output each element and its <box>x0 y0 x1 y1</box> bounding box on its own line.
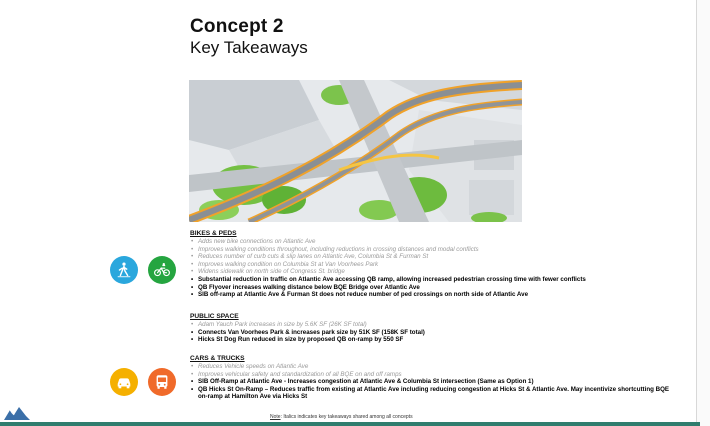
bicycle-icon <box>148 256 176 284</box>
list-item: • QB Hicks St On-Ramp – Reduces traffic from existing at Atlantic Ave including reducing congestion at Hicks St & Atlantic Ave. May incentivize shortcutting BQE on-ramp at Hamilton Ave via Hicks St <box>190 386 670 401</box>
agency-logo-icon <box>2 404 32 422</box>
list-item: • SIB Off-Ramp at Atlantic Ave - Increases congestion at Atlantic Ave & Columbia St intersection (Same as Option 1) <box>190 378 700 386</box>
list-item: • Reduces number of curb cuts & slip lanes on Atlantic Ave, Columbia St & Furman St <box>190 253 700 261</box>
section-bikes-peds <box>190 230 700 299</box>
list-item: • Connects Van Voorhees Park & increases park size by 51K SF (158K SF total) <box>190 329 700 337</box>
list-item: • Adds new bike connections on Atlantic Ave <box>190 238 700 246</box>
section-heading: CARS & TRUCKS <box>190 355 245 362</box>
aerial-rendering-drawing <box>189 80 522 222</box>
list-item: • QB Flyover increases walking distance below BQE Bridge over Atlantic Ave <box>190 284 700 292</box>
aerial-rendering-image <box>189 80 522 222</box>
section-public-space <box>190 313 700 344</box>
slide-subtitle: Key Takeaways <box>190 38 308 57</box>
list-item: • Substantial reduction in traffic on Atlantic Ave accessing QB ramp, allowing increased pedestrian crossing time with fewer conflicts <box>190 276 700 284</box>
list-item: • Reduces Vehicle speeds on Atlantic Ave <box>190 363 700 371</box>
takeaway-list <box>190 363 700 401</box>
list-item: • Widens sidewalk on north side of Congress St. bridge <box>190 268 700 276</box>
bicycle-glyph <box>153 261 171 279</box>
pedestrian-icon <box>110 256 138 284</box>
car-icon <box>110 368 138 396</box>
takeaway-list <box>190 238 700 299</box>
bus-icon <box>148 368 176 396</box>
pedestrian-glyph <box>115 261 133 279</box>
list-item: • Hicks St Dog Run reduced in size by proposed QB on-ramp by 550 SF <box>190 336 700 344</box>
takeaway-list <box>190 321 700 344</box>
footnote-label: Note <box>270 414 281 420</box>
section-cars-trucks <box>190 355 700 401</box>
list-item: • Adam Yauch Park increases in size by 5.6K SF (26K SF total) <box>190 321 700 329</box>
footnote-text: : Italics indicates key takeaways shared among all concepts <box>280 414 413 420</box>
section-heading: BIKES & PEDS <box>190 230 237 237</box>
list-item: • Improves walking conditions throughout, including reductions in crossing distances and modal conflicts <box>190 246 700 254</box>
footnote <box>270 414 413 420</box>
list-item: • Improves walking condition on Columbia St at Van Voorhees Park <box>190 261 700 269</box>
bus-glyph <box>153 373 171 391</box>
section-heading: PUBLIC SPACE <box>190 313 239 320</box>
slide-title: Concept 2 <box>190 16 284 37</box>
footer-bar <box>0 422 700 426</box>
list-item: • Improves vehicular safety and standardization of all BQE on and off ramps <box>190 371 700 379</box>
list-item: • SIB off-ramp at Atlantic Ave & Furman St does not reduce number of ped crossings on north side of Atlantic Ave <box>190 291 700 299</box>
car-glyph <box>115 373 133 391</box>
